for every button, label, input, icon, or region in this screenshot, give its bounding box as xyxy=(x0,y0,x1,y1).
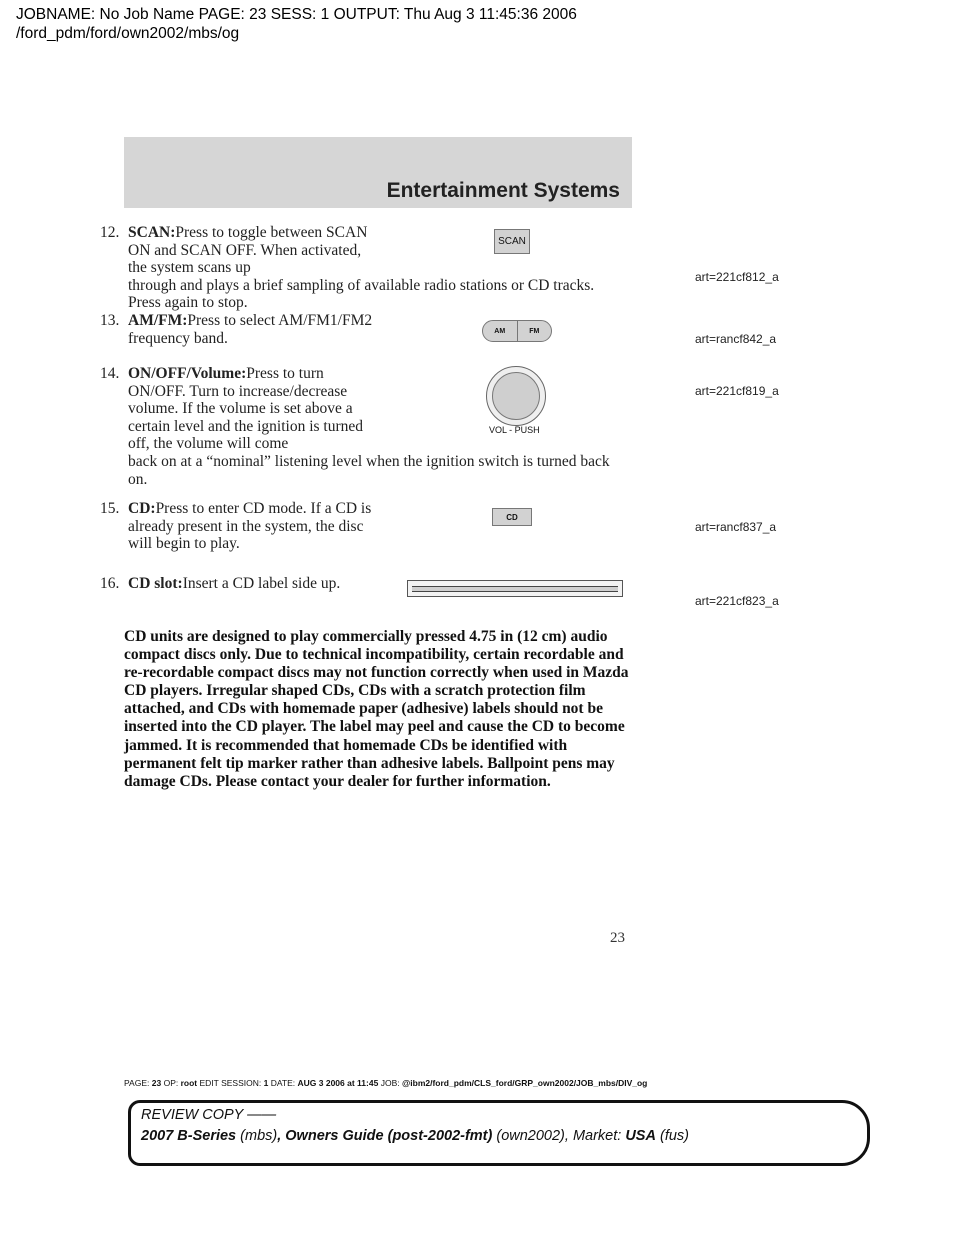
cd-button-art: CD xyxy=(492,508,532,526)
item-text: Press to toggle between SCAN ON and SCAN OFF. When activated, the system scans up xyxy=(128,224,368,277)
item-cd xyxy=(100,500,630,553)
review-copy-details: 2007 B-Series (mbs), Owners Guide (post-2002-fmt) (own2002), Market: USA (fus) xyxy=(141,1128,689,1144)
art-reference: art=rancf842_a xyxy=(695,332,777,346)
item-number: 16. xyxy=(100,575,120,592)
item-label: AM/FM: xyxy=(128,312,188,329)
job-footer: PAGE: 23 OP: root EDIT SESSION: 1 DATE: AUG 3 2006 at 11:45 JOB: @ibm2/ford_pdm/CLS_ford/GRP_own2002/JOB_mbs/DIV_og xyxy=(124,1078,648,1088)
item-text-continued: through and plays a brief sampling of available radio stations or CD tracks. Press again to stop. xyxy=(128,276,595,312)
item-scan xyxy=(100,224,630,312)
item-text: Press to select AM/FM1/FM2 frequency band. xyxy=(128,312,373,347)
section-title: Entertainment Systems xyxy=(386,179,620,202)
item-text: Press to turn ON/OFF. Turn to increase/decrease volume. If the volume is set above a certain level and the ignition is turned off, the volume will come xyxy=(128,365,364,453)
cd-slot-art xyxy=(407,580,623,597)
item-label: CD: xyxy=(128,500,156,517)
am-label: AM xyxy=(483,321,518,341)
item-number: 15. xyxy=(100,500,120,517)
volume-knob-art xyxy=(478,366,558,441)
vol-push-label: VOL - PUSH xyxy=(489,425,540,435)
review-copy-label: REVIEW COPY —— xyxy=(141,1107,277,1123)
job-header-line-2: /ford_pdm/ford/own2002/mbs/og xyxy=(16,25,240,42)
review-copy-box xyxy=(128,1100,870,1166)
art-reference: art=221cf812_a xyxy=(695,270,779,284)
item-number: 12. xyxy=(100,224,120,241)
scan-button-art: SCAN xyxy=(494,229,530,254)
job-header-line-1: JOBNAME: No Job Name PAGE: 23 SESS: 1 OUTPUT: Thu Aug 3 11:45:36 2006 xyxy=(16,6,577,23)
item-number: 14. xyxy=(100,365,120,382)
amfm-button-art xyxy=(482,320,552,342)
section-header-band xyxy=(124,137,632,208)
page-number: 23 xyxy=(610,930,625,946)
item-number: 13. xyxy=(100,312,120,329)
art-reference: art=rancf837_a xyxy=(695,520,777,534)
item-label: CD slot: xyxy=(128,575,183,592)
volume-knob-icon xyxy=(486,366,546,426)
item-label: ON/OFF/Volume: xyxy=(128,365,247,382)
item-text: Insert a CD label side up. xyxy=(182,575,341,592)
art-reference: art=221cf819_a xyxy=(695,384,779,398)
item-text-continued: back on at a “nominal” listening level when the ignition switch is turned back on. xyxy=(128,452,610,488)
art-reference: art=221cf823_a xyxy=(695,594,779,608)
cd-warning-paragraph: CD units are designed to play commercially pressed 4.75 in (12 cm) audio compact discs only. Due to technical incompatibility, certain recordable and re-recordable compact discs may not function correctly when used in Mazda CD players. Irregular shaped CDs, CDs with a scratch protection film attached, and CDs with homemade paper (adhesive) labels should not be inserted into the CD player. The label may peel and cause the CD to become jammed. It is recommended that homemade CDs be identified with permanent felt tip marker rather than adhesive labels. Ballpoint pens may damage CDs. Please contact your dealer for further information. xyxy=(124,628,629,790)
item-text: Press to enter CD mode. If a CD is already present in the system, the disc will begin to play. xyxy=(128,500,372,553)
item-label: SCAN: xyxy=(128,224,176,241)
fm-label: FM xyxy=(529,327,540,335)
